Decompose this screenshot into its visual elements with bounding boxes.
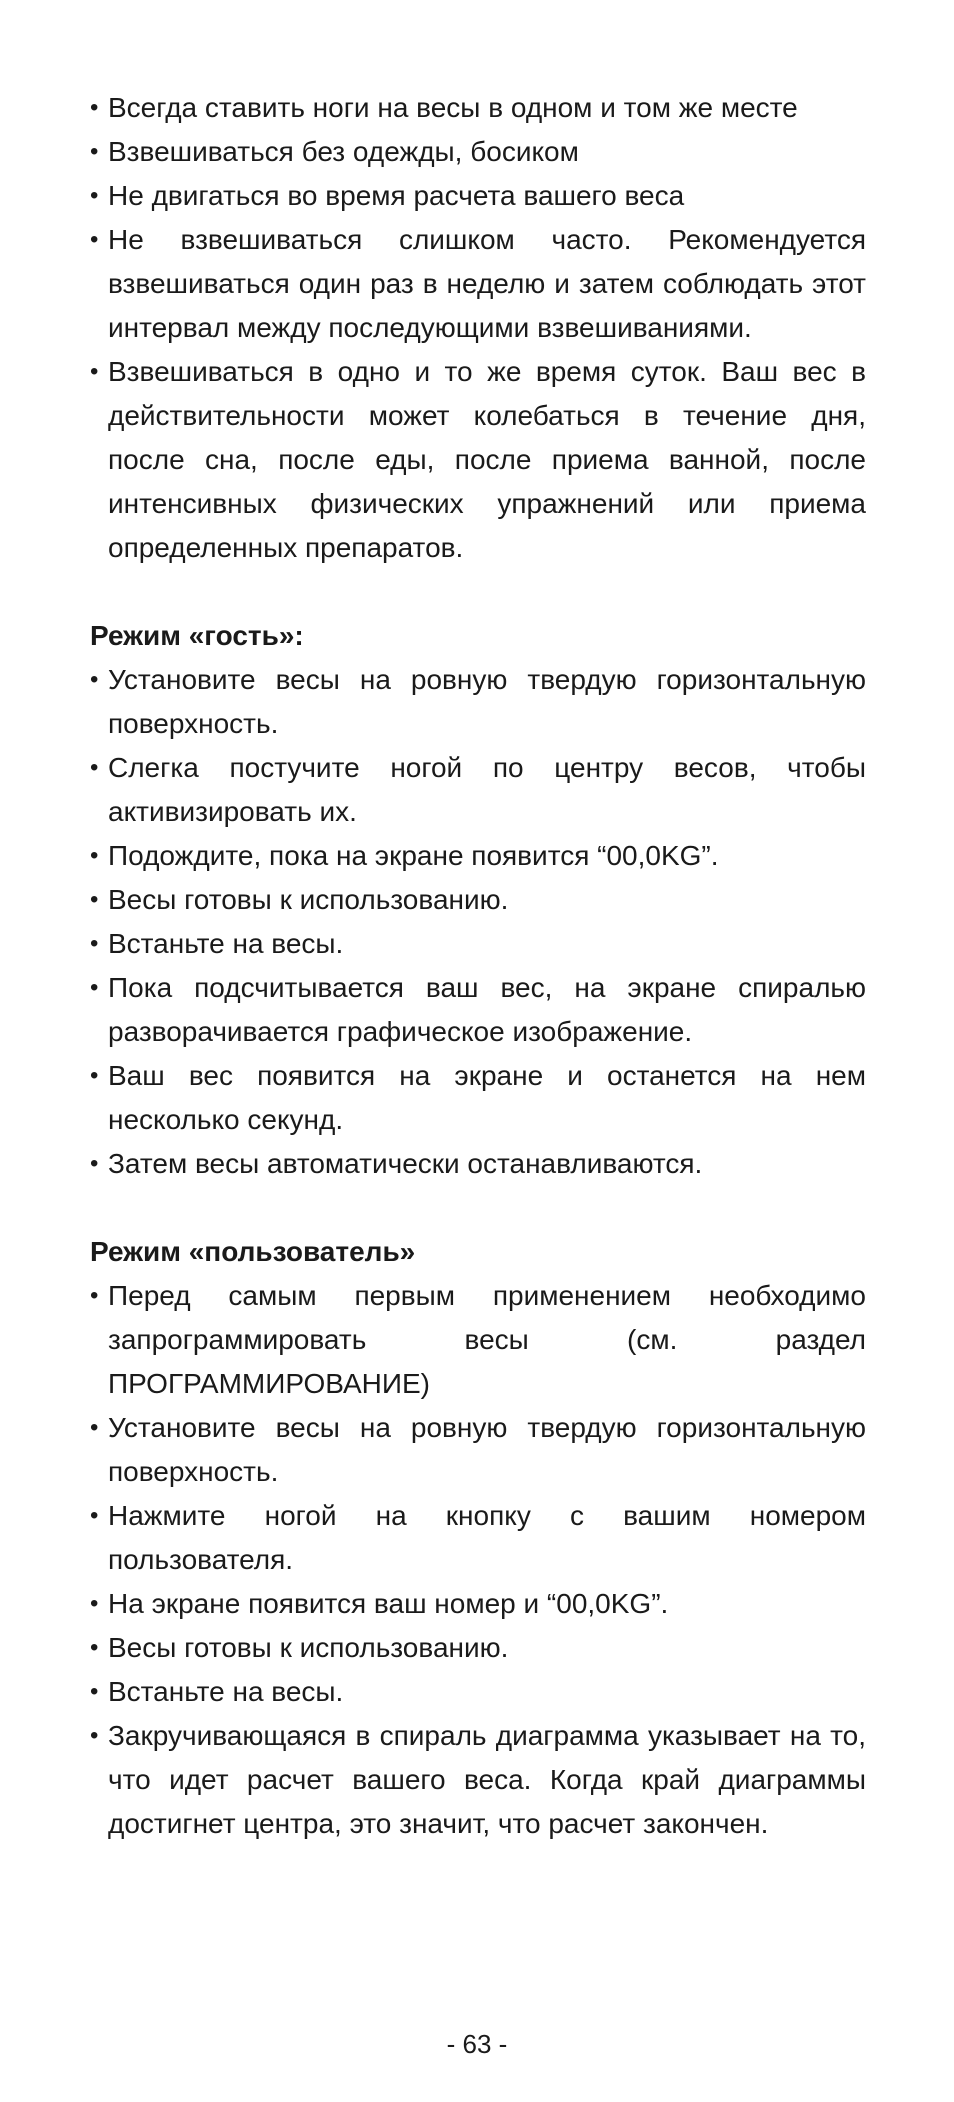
user-mode-bullet-list [90, 1274, 866, 1846]
list-item: • Пока подсчитывается ваш вес, на экране спиралью разворачивается графическое изображение. [90, 966, 866, 1054]
list-item: • Весы готовы к использованию. [90, 1626, 866, 1670]
list-item: • Взвешиваться без одежды, босиком [90, 130, 866, 174]
list-item: • Нажмите ногой на кнопку с вашим номером пользователя. [90, 1494, 866, 1582]
list-item: • Затем весы автоматически останавливаются. [90, 1142, 866, 1186]
list-item: • Слегка постучите ногой по центру весов, чтобы активизировать их. [90, 746, 866, 834]
list-item: • Весы готовы к использованию. [90, 878, 866, 922]
document-page [90, 86, 866, 1846]
intro-bullet-list [90, 86, 866, 570]
list-item: • Подождите, пока на экране появится “00,0KG”. [90, 834, 866, 878]
list-item: • Ваш вес появится на экране и останется на нем несколько секунд. [90, 1054, 866, 1142]
user-mode-heading: Режим «пользователь» [90, 1236, 416, 1267]
list-item: • Перед самым первым применением необходимо запрограммировать весы (см. раздел ПРОГРАММИРОВАНИЕ) [90, 1274, 866, 1406]
guest-mode-heading: Режим «гость»: [90, 620, 304, 651]
list-item: • На экране появится ваш номер и “00,0KG”. [90, 1582, 866, 1626]
page-number: - 63 - [446, 2029, 508, 2059]
list-item: • Не двигаться во время расчета вашего веса [90, 174, 866, 218]
list-item: • Встаньте на весы. [90, 1670, 866, 1714]
list-item: • Установите весы на ровную твердую горизонтальную поверхность. [90, 1406, 866, 1494]
list-item: • Встаньте на весы. [90, 922, 866, 966]
list-item: • Установите весы на ровную твердую горизонтальную поверхность. [90, 658, 866, 746]
guest-mode-bullet-list [90, 658, 866, 1186]
list-item: • Не взвешиваться слишком часто. Рекомендуется взвешиваться один раз в неделю и затем соблюдать этот интервал между последующими взвешиваниями. [90, 218, 866, 350]
list-item: • Закручивающаяся в спираль диаграмма указывает на то, что идет расчет вашего веса. Когда край диаграммы достигнет центра, это значит, что расчет закончен. [90, 1714, 866, 1846]
list-item: • Всегда ставить ноги на весы в одном и том же месте [90, 86, 866, 130]
list-item: • Взвешиваться в одно и то же время суток. Ваш вес в действительности может колебаться в течение дня, после сна, после еды, после приема ванной, после интенсивных физических упражнений или приема определенных препаратов. [90, 350, 866, 570]
